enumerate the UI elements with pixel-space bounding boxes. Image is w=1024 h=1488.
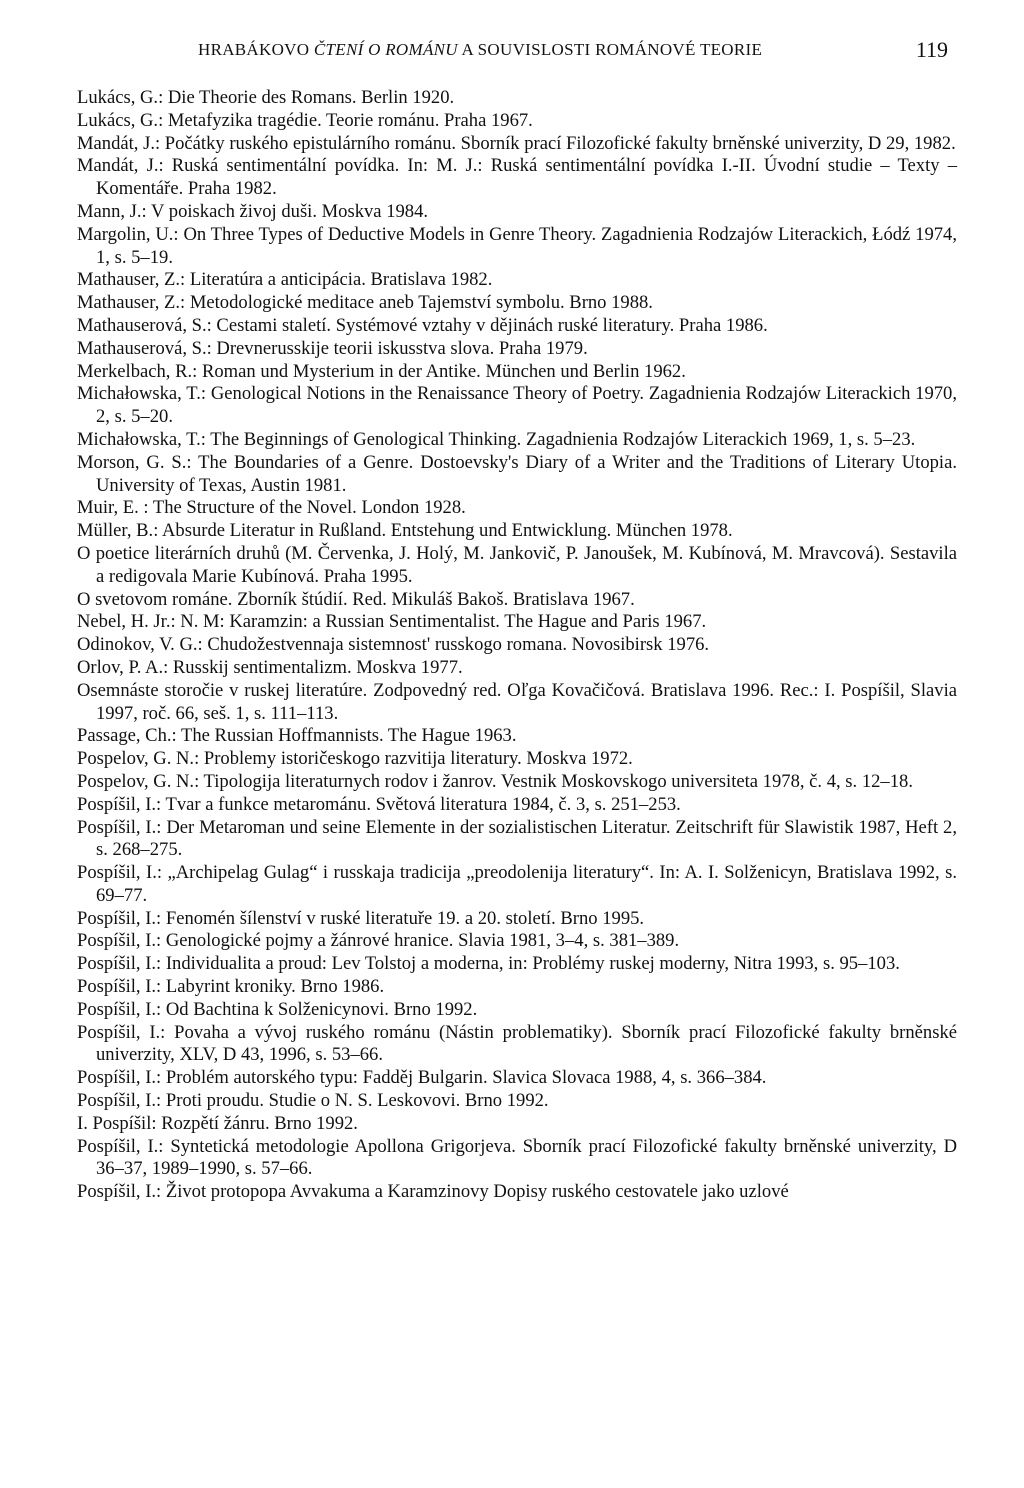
bibliography-entry: Pospíšil, I.: Syntetická metodologie Apollona Grigorjeva. Sborník prací Filozofické fakulty brněnské univerzity, D 36–37, 1989–1990, s. 57–66. bbox=[77, 1135, 957, 1180]
bibliography-entry: Pospelov, G. N.: Problemy istoričeskogo razvitija literatury. Moskva 1972. bbox=[77, 748, 633, 770]
running-title-italic: ČTENÍ O ROMÁNU bbox=[313, 40, 458, 59]
bibliography-entry: Pospíšil, I.: Povaha a vývoj ruského románu (Nástin problematiky). Sborník prací Filozofické fakulty brněnské univerzity, XLV, D 43, 1996, s. 53–66. bbox=[77, 1021, 957, 1066]
bibliography-entry: O svetovom románe. Zborník štúdií. Red. Mikuláš Bakoš. Bratislava 1967. bbox=[77, 588, 635, 610]
bibliography-entry: Mathauser, Z.: Metodologické meditace aneb Tajemství symbolu. Brno 1988. bbox=[77, 292, 653, 314]
running-title-part2: A SOUVISLOSTI ROMÁNOVÉ TEORIE bbox=[457, 40, 763, 59]
bibliography-entry: Orlov, P. A.: Russkij sentimentalizm. Moskva 1977. bbox=[77, 656, 463, 678]
bibliography-entry: Pospíšil, I.: Problém autorského typu: Fadděj Bulgarin. Slavica Slovaca 1988, 4, s. 366–384. bbox=[77, 1067, 767, 1089]
bibliography-list bbox=[77, 87, 957, 1204]
bibliography-entry: Pospíšil, I.: Labyrint kroniky. Brno 1986. bbox=[77, 976, 385, 998]
bibliography-entry: Michałowska, T.: The Beginnings of Genological Thinking. Zagadnienia Rodzajów Literackich 1969, 1, s. 5–23. bbox=[77, 428, 916, 450]
page-number: 119 bbox=[915, 37, 948, 62]
bibliography-entry: Lukács, G.: Die Theorie des Romans. Berlin 1920. bbox=[77, 87, 455, 108]
bibliography-entry: Morson, G. S.: The Boundaries of a Genre. Dostoevsky's Diary of a Writer and the Traditions of Literary Utopia. University of Texas, Austin 1981. bbox=[77, 451, 957, 496]
bibliography-entry: Pospíšil, I.: Der Metaroman und seine Elemente in der sozialistischen Literatur. Zeitschrift für Slawistik 1987, Heft 2, s. 268–275. bbox=[77, 816, 957, 861]
bibliography-entry: Merkelbach, R.: Roman und Mysterium in der Antike. München und Berlin 1962. bbox=[77, 360, 686, 382]
bibliography-entry: Mandát, J.: Ruská sentimentální povídka. In: M. J.: Ruská sentimentální povídka I.-II. Úvodní studie – Texty – Komentáře. Praha 1982. bbox=[77, 155, 957, 200]
bibliography-entry: Osemnáste storočie v ruskej literatúre. Zodpovedný red. Oľga Kovačičová. Bratislava 1996. Rec.: I. Pospíšil, Slavia 1997, roč. 66, seš. 1, s. 111–113. bbox=[77, 679, 957, 724]
bibliography-entry: I. Pospíšil: Rozpětí žánru. Brno 1992. bbox=[77, 1112, 358, 1134]
running-title bbox=[198, 40, 762, 60]
bibliography-entry: Pospíšil, I.: Individualita a proud: Lev Tolstoj a moderna, in: Problémy ruskej moderny, Nitra 1993, s. 95–103. bbox=[77, 953, 900, 975]
bibliography-entry: Mann, J.: V poiskach živoj duši. Moskva 1984. bbox=[77, 200, 429, 222]
bibliography-entry: Odinokov, V. G.: Chudožestvennaja sistemnost' russkogo romana. Novosibirsk 1976. bbox=[77, 634, 710, 656]
bibliography-entry: Pospíšil, I.: Tvar a funkce metarománu. Světová literatura 1984, č. 3, s. 251–253. bbox=[77, 793, 681, 815]
bibliography-entry: Pospíšil, I.: „Archipelag Gulag“ i russkaja tradicija „preodolenija literatury“. In: A. I. Solženicyn, Bratislava 1992, s. 69–77. bbox=[77, 862, 957, 906]
bibliography-entry: Michałowska, T.: Genological Notions in the Renaissance Theory of Poetry. Zagadnienia Rodzajów Literackich 1970, 2, s. 5–20. bbox=[77, 383, 957, 428]
bibliography-entry: Pospíšil, I.: Proti proudu. Studie o N. S. Leskovovi. Brno 1992. bbox=[77, 1090, 549, 1112]
bibliography-entry: Pospíšil, I.: Od Bachtina k Solženicynovi. Brno 1992. bbox=[77, 998, 478, 1020]
bibliography-entry: Nebel, H. Jr.: N. M: Karamzin: a Russian Sentimentalist. The Hague and Paris 1967. bbox=[77, 611, 707, 633]
bibliography-entry: Mathauserová, S.: Cestami staletí. Systémové vztahy v dějinách ruské literatury. Praha 1986. bbox=[77, 314, 768, 336]
bibliography-entry: Pospíšil, I.: Fenomén šílenství v ruské literatuře 19. a 20. století. Brno 1995. bbox=[77, 907, 645, 929]
running-title-part1: HRABÁKOVO bbox=[198, 40, 314, 59]
bibliography-entry: Pospelov, G. N.: Tipologija literaturnych rodov i žanrov. Vestnik Moskovskogo universiteta 1978, č. 4, s. 12–18. bbox=[77, 770, 913, 792]
bibliography-entry: Muir, E. : The Structure of the Novel. London 1928. bbox=[77, 497, 466, 519]
bibliography-entry: O poetice literárních druhů (M. Červenka, J. Holý, M. Jankovič, P. Janoušek, M. Kubínová, M. Mravcová). Sestavila a redigovala Marie Kubínová. Praha 1995. bbox=[77, 542, 957, 587]
bibliography-entry: Lukács, G.: Metafyzika tragédie. Teorie románu. Praha 1967. bbox=[77, 109, 533, 131]
bibliography-entry: Pospíšil, I.: Život protopopa Avvakuma a Karamzinovy Dopisy ruského cestovatele jako uzlové bbox=[77, 1181, 789, 1203]
bibliography-entry: Mathauser, Z.: Literatúra a anticipácia. Bratislava 1982. bbox=[77, 269, 493, 291]
bibliography-entry: Margolin, U.: On Three Types of Deductive Models in Genre Theory. Zagadnienia Rodzajów Literackich, Łódź 1974, 1, s. 5–19. bbox=[77, 223, 957, 268]
bibliography-entry: Müller, B.: Absurde Literatur in Rußland. Entstehung und Entwicklung. München 1978. bbox=[77, 520, 733, 542]
bibliography-entry: Mandát, J.: Počátky ruského epistulárního románu. Sborník prací Filozofické fakulty brněnské univerzity, D 29, 1982. bbox=[77, 132, 956, 154]
bibliography-entry: Mathauserová, S.: Drevnerusskije teorii iskusstva slova. Praha 1979. bbox=[77, 337, 588, 359]
bibliography-entry: Pospíšil, I.: Genologické pojmy a žánrové hranice. Slavia 1981, 3–4, s. 381–389. bbox=[77, 930, 680, 952]
bibliography-entry: Passage, Ch.: The Russian Hoffmannists. The Hague 1963. bbox=[77, 725, 517, 747]
running-header bbox=[198, 37, 958, 67]
